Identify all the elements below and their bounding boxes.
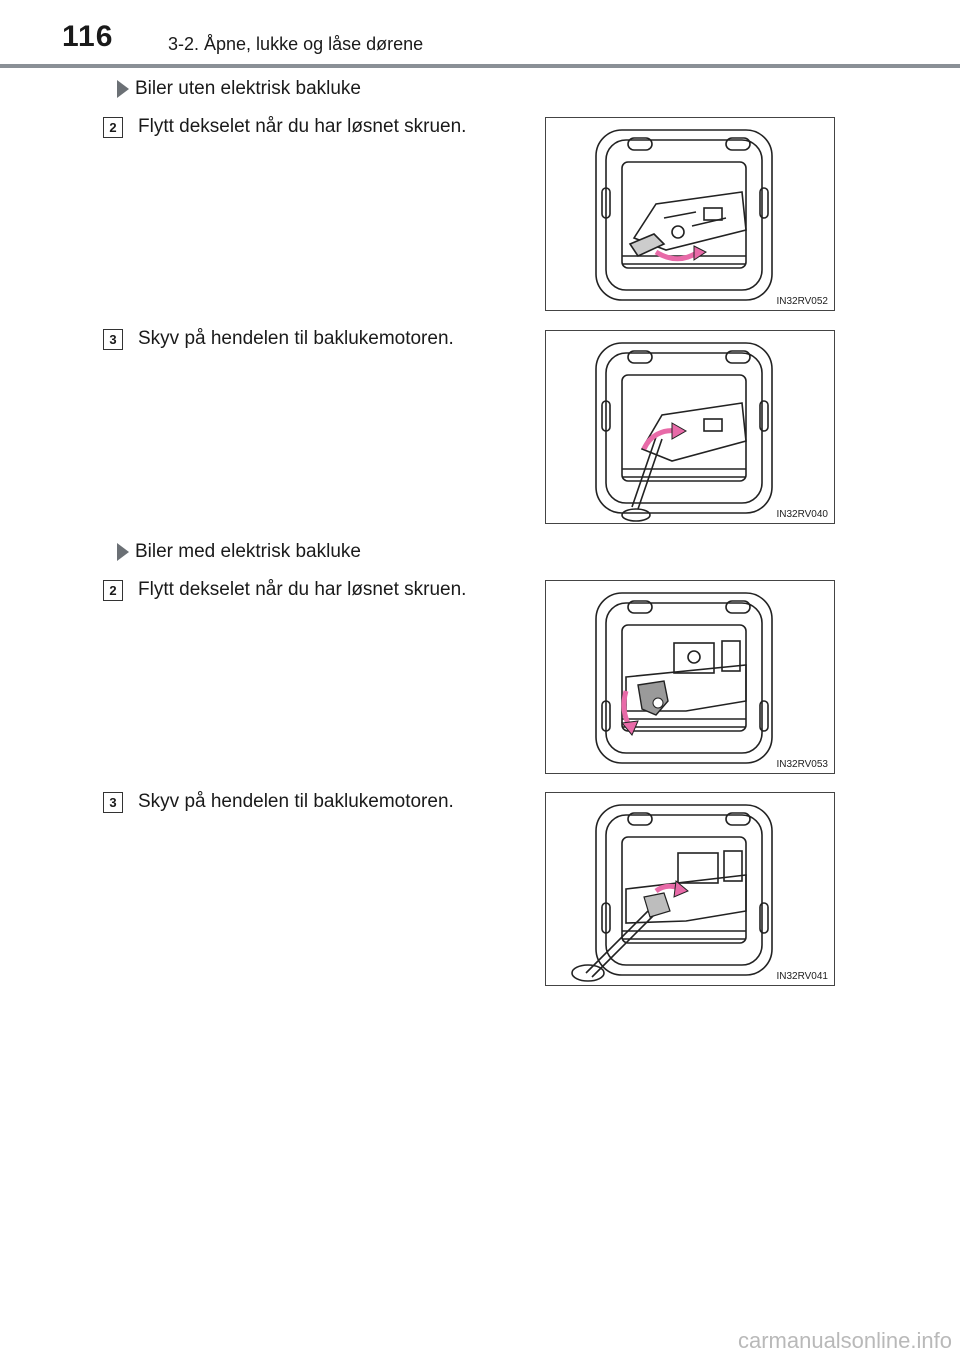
step-item	[103, 114, 523, 140]
chapter-title: 3-2. Åpne, lukke og låse dørene	[168, 34, 424, 54]
door-panel-illustration	[546, 793, 834, 985]
watermark: carmanualsonline.info	[737, 1328, 952, 1353]
step-text: Flytt dekselet når du har løsnet skruen.	[138, 579, 467, 600]
illustration-push-lever	[545, 330, 835, 524]
page-number: 116	[62, 20, 114, 53]
step-number-badge: 2	[103, 580, 123, 601]
section-heading-with-power-door	[117, 541, 361, 563]
step-text: Flytt dekselet når du har løsnet skruen.	[138, 116, 467, 137]
step-number-badge: 3	[103, 329, 123, 350]
figure-code: IN32RV053	[776, 759, 828, 770]
figure-code: IN32RV040	[776, 509, 828, 520]
step-item	[103, 326, 523, 352]
section-heading-text: Biler med elektrisk bakluke	[135, 541, 361, 562]
header-rule	[0, 64, 960, 68]
triangle-icon	[117, 543, 129, 561]
illustration-remove-cover	[545, 117, 835, 311]
step-number-badge: 3	[103, 792, 123, 813]
illustration-push-lever	[545, 792, 835, 986]
section-heading-without-power-door	[117, 78, 361, 100]
door-panel-illustration	[546, 118, 834, 310]
step-number-badge: 2	[103, 117, 123, 138]
figure-code: IN32RV052	[776, 296, 828, 307]
page-header	[0, 0, 960, 70]
step-text: Skyv på hendelen til baklukemotoren.	[138, 791, 454, 812]
step-item	[103, 577, 523, 603]
door-panel-illustration	[546, 581, 834, 773]
triangle-icon	[117, 80, 129, 98]
section-heading-text: Biler uten elektrisk bakluke	[135, 78, 361, 99]
door-panel-illustration	[546, 331, 834, 523]
step-text: Skyv på hendelen til baklukemotoren.	[138, 328, 454, 349]
illustration-remove-cover	[545, 580, 835, 774]
step-item	[103, 789, 523, 815]
figure-code: IN32RV041	[776, 971, 828, 982]
